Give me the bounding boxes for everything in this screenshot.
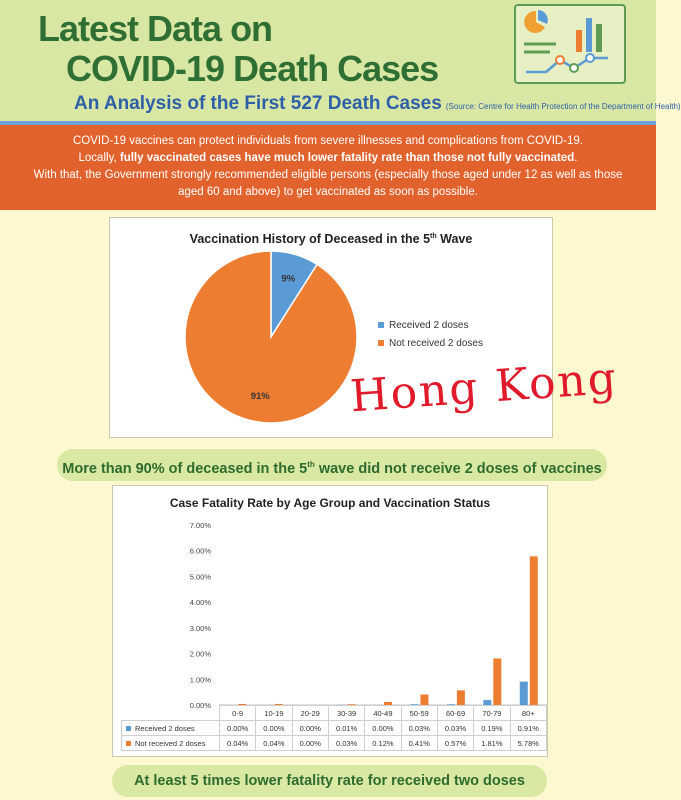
table-header-cell: 0-9	[219, 706, 255, 721]
y-tick-label: 7.00%	[189, 521, 211, 530]
table-cell: 0.57%	[437, 736, 473, 751]
legend-swatch-not-received	[126, 741, 131, 746]
source-note: (Source: Centre for Health Protection of the Department of Health)	[445, 102, 681, 111]
table-cell: 1.81%	[474, 736, 510, 751]
banner-line-1: COVID-19 vaccines can protect individuals from severe illnesses and complications from COVID-19.	[72, 135, 584, 147]
table-corner-cell	[122, 706, 220, 721]
bar-not-received	[530, 556, 538, 705]
title-line-2: COVID-19 Death Cases	[66, 48, 439, 89]
pie-legend-label: Not received 2 doses	[389, 338, 483, 349]
y-tick-label: 0.00%	[189, 701, 211, 710]
banner-line-3: With that, the Government strongly recommended eligible persons (especially those aged under 12 as well as those aged 60 and above) to get vaccinated as soon as possible.	[33, 169, 623, 198]
table-header-cell: 80+	[510, 706, 546, 721]
title-line-1: Latest Data on	[38, 8, 273, 49]
header	[0, 0, 681, 122]
bar-conclusion-pill: At least 5 times lower fatality rate for received two doses	[112, 765, 547, 797]
pill1-suffix: wave did not receive 2 doses of vaccines	[314, 460, 602, 477]
bar-not-received	[457, 690, 465, 705]
pie-title-main: Vaccination History of Deceased in the 5	[189, 232, 431, 246]
table-cell: 0.91%	[510, 721, 546, 736]
y-tick-label: 4.00%	[189, 598, 211, 608]
y-tick-label: 1.00%	[189, 675, 211, 685]
bar-chart-panel	[112, 485, 548, 757]
table-cell: 0.04%	[219, 736, 255, 751]
y-tick-label: 5.00%	[189, 572, 211, 582]
banner-line-2-prefix: Locally,	[78, 152, 120, 164]
table-row-received	[122, 721, 547, 736]
table-cell: 0.04%	[256, 736, 292, 751]
table-cell: 0.00%	[365, 721, 401, 736]
data-table	[121, 705, 547, 751]
banner-line-2-suffix: .	[574, 152, 578, 164]
message-banner	[0, 125, 656, 210]
subtitle	[74, 93, 681, 115]
bar-not-received	[420, 694, 428, 705]
subtitle-text: An Analysis of the First 527 Death Cases	[74, 93, 442, 114]
bar-chart	[113, 486, 549, 710]
table-row-not-received	[122, 736, 547, 751]
pie-data-label: 91%	[250, 391, 270, 402]
pie-slice	[185, 251, 357, 423]
y-tick-label: 3.00%	[189, 623, 211, 633]
table-header-cell: 40-49	[365, 706, 401, 721]
pie-title-end: Wave	[436, 232, 473, 246]
table-cell: 0.00%	[256, 721, 292, 736]
table-header-cell: 70-79	[474, 706, 510, 721]
hong-kong-watermark: Hong Kong	[348, 352, 620, 423]
pie-legend-swatch	[378, 322, 384, 328]
table-row-label	[122, 736, 220, 751]
pie-legend-swatch	[378, 340, 384, 346]
table-header-cell: 50-59	[401, 706, 437, 721]
table-cell: 0.03%	[437, 721, 473, 736]
pie-title-sup: th	[430, 232, 437, 240]
pie-legend-label: Received 2 doses	[389, 320, 469, 331]
chart-report-icon	[514, 4, 626, 84]
legend-swatch-received	[126, 726, 131, 731]
table-cell: 0.01%	[328, 721, 364, 736]
table-cell: 0.41%	[401, 736, 437, 751]
table-cell: 0.12%	[365, 736, 401, 751]
table-cell: 0.00%	[219, 721, 255, 736]
table-header-cell: 20-29	[292, 706, 328, 721]
table-cell: 0.03%	[328, 736, 364, 751]
table-row-label	[122, 721, 220, 736]
y-tick-label: 6.00%	[189, 546, 211, 556]
pie-conclusion-pill	[57, 449, 607, 481]
table-cell: 5.78%	[510, 736, 546, 751]
bar-chart-title: Case Fatality Rate by Age Group and Vaccination Status	[169, 496, 491, 510]
pie-data-label: 9%	[281, 273, 296, 285]
pill1-prefix: More than 90% of deceased in the 5	[62, 460, 308, 477]
banner-line-2	[30, 150, 626, 167]
table-cell: 0.03%	[401, 721, 437, 736]
table-header-cell: 10-19	[256, 706, 292, 721]
series-name-not-received: Not received 2 doses	[135, 738, 206, 748]
bar-received	[520, 682, 528, 705]
bar-not-received	[493, 658, 501, 705]
table-cell: 0.19%	[474, 721, 510, 736]
table-header-cell: 60-69	[437, 706, 473, 721]
banner-line-2-bold: fully vaccinated cases have much lower fatality rate than those not fully vaccinated	[119, 152, 575, 164]
series-name-received: Received 2 doses	[135, 723, 195, 733]
y-tick-label: 2.00%	[189, 649, 211, 659]
table-cell: 0.00%	[292, 721, 328, 736]
table-cell: 0.00%	[292, 736, 328, 751]
table-header-cell: 30-39	[328, 706, 364, 721]
table-header-row	[122, 706, 547, 721]
pill1-sup: th	[307, 460, 315, 469]
